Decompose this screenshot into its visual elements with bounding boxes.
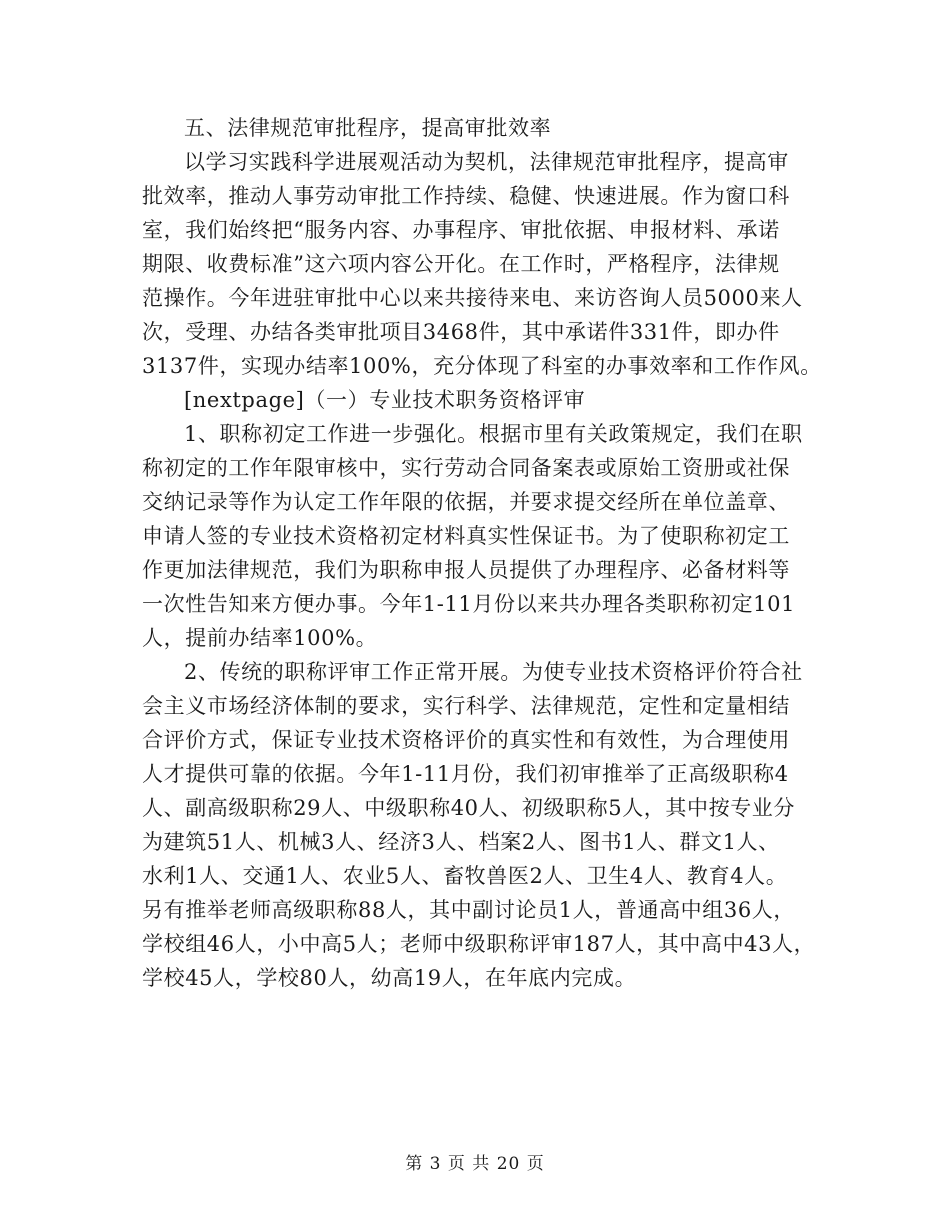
- subsection-heading: [nextpage]（一）专业技术职务资格评审: [184, 388, 586, 412]
- paragraph-line: 合评价方式，保证专业技术资格评价的真实性和有效性，为合理使用: [142, 728, 790, 752]
- paragraph-line: 人才提供可靠的依据。今年1-11月份，我们初审推举了正高级职称4: [142, 762, 789, 786]
- paragraph-line: 批效率，推动人事劳动审批工作持续、稳健、快速进展。作为窗口科: [142, 184, 790, 208]
- paragraph-line: 学校组46人，小中高5人；老师中级职称评审187人，其中高中43人，: [142, 932, 816, 956]
- paragraph-line: 另有推举老师高级职称88人，其中副讨论员1人，普通高中组36人，: [142, 898, 796, 922]
- paragraph-line: 次，受理、办结各类审批项目3468件，其中承诺件331件，即办件: [142, 320, 780, 344]
- paragraph-line: 为建筑51人、机械3人、经济3人、档案2人、图书1人、群文1人、: [142, 830, 780, 854]
- paragraph-line: 人，提前办结率100%。: [142, 626, 378, 650]
- paragraph-line: 水利1人、交通1人、农业5人、畜牧兽医2人、卫生4人、教育4人。: [142, 864, 788, 888]
- paragraph-line: 2、传统的职称评审工作正常开展。为使专业技术资格评价符合社: [184, 660, 803, 684]
- paragraph-line: 以学习实践科学进展观活动为契机，法律规范审批程序，提高审: [184, 150, 789, 174]
- paragraph-line: 3137件，实现办结率100%，充分体现了科室的办事效率和工作作风。: [142, 354, 822, 378]
- paragraph-line: 人、副高级职称29人、中级职称40人、初级职称5人，其中按专业分: [142, 796, 796, 820]
- paragraph-line: 作更加法律规范，我们为职称申报人员提供了办理程序、必备材料等: [142, 558, 790, 582]
- paragraph-line: 学校45人，学校80人，幼高19人，在年底内完成。: [142, 966, 637, 990]
- paragraph-line: 会主义市场经济体制的要求，实行科学、法律规范，定性和定量相结: [142, 694, 790, 718]
- paragraph-line: 交纳记录等作为认定工作年限的依据，并要求提交经所在单位盖章、: [142, 490, 790, 514]
- paragraph-line: 称初定的工作年限审核中，实行劳动合同备案表或原始工资册或社保: [142, 456, 790, 480]
- paragraph-line: 期限、收费标准”这六项内容公开化。在工作时，严格程序，法律规: [142, 252, 780, 276]
- paragraph-line: 1、职称初定工作进一步强化。根据市里有关政策规定，我们在职: [184, 422, 803, 446]
- paragraph-line: 一次性告知来方便办事。今年1-11月份以来共办理各类职称初定101: [142, 592, 796, 616]
- section-heading: 五、法律规范审批程序，提高审批效率: [184, 116, 552, 140]
- paragraph-line: 申请人签的专业技术资格初定材料真实性保证书。为了使职称初定工: [142, 524, 790, 548]
- paragraph-line: 室，我们始终把“服务内容、办事程序、审批依据、申报材料、承诺: [142, 218, 780, 242]
- paragraph-line: 范操作。今年进驻审批中心以来共接待来电、来访咨询人员5000来人: [142, 286, 803, 310]
- page-footer: 第 3 页 共 20 页: [405, 1154, 545, 1174]
